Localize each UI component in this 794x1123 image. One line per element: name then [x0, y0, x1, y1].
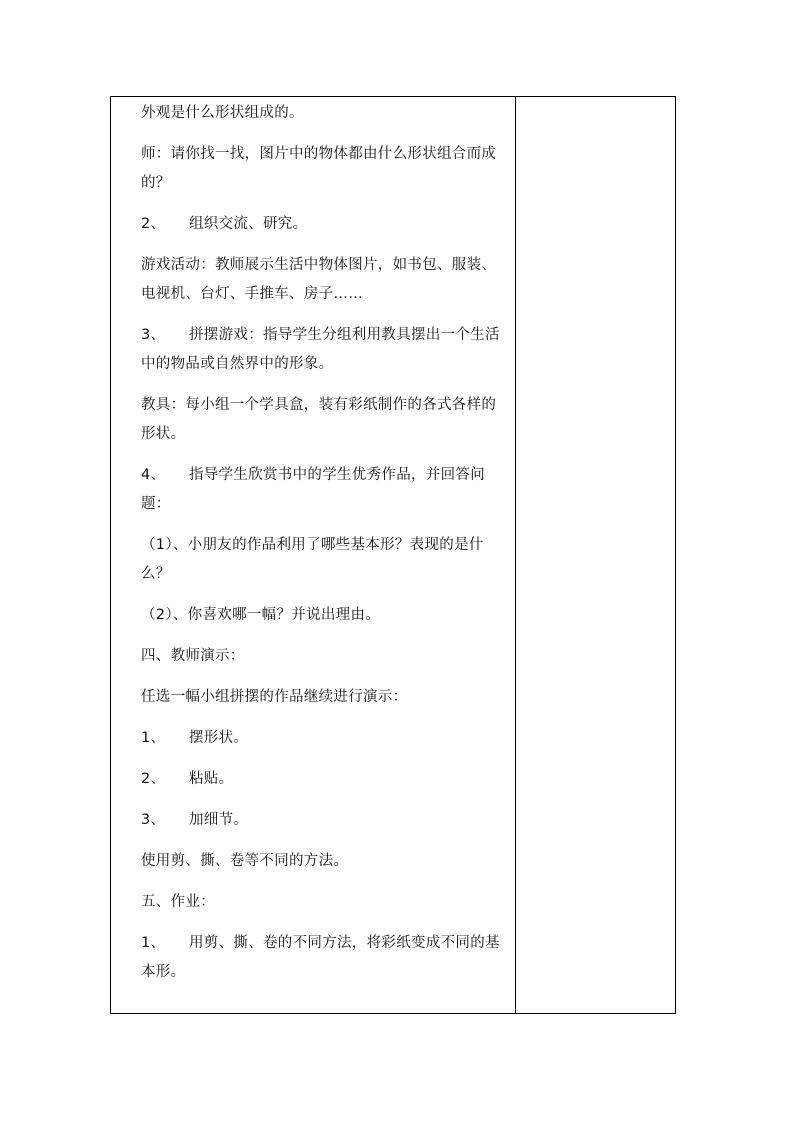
paragraph: （1）、小朋友的作品利用了哪些基本形？表现的是什么？	[141, 537, 484, 582]
lesson-table	[110, 96, 676, 1014]
lesson-content-cell	[141, 97, 509, 999]
numbered-paragraph	[141, 929, 509, 987]
section-heading: 四、教师演示：	[141, 648, 245, 664]
column-divider	[515, 97, 516, 1013]
item-number: 3、	[141, 327, 166, 343]
paragraph: 外观是什么形状组成的。	[141, 105, 304, 121]
paragraph: （2）、你喜欢哪一幅？并说出理由。	[141, 607, 381, 623]
item-text: 指导学生欣赏书中的学生优秀作品，并回答问题：	[141, 467, 485, 512]
item-number: 2、	[141, 216, 166, 232]
section-heading: 五、作业：	[141, 894, 215, 910]
item-text: 粘贴。	[189, 771, 234, 787]
item-number: 2、	[141, 771, 166, 787]
paragraph: 游戏活动：教师展示生活中物体图片，如书包、服装、电视机、台灯、手推车、房子……	[141, 257, 497, 302]
item-text: 用剪、撕、卷的不同方法，将彩纸变成不同的基本形。	[141, 935, 500, 980]
paragraph: 使用剪、撕、卷等不同的方法。	[141, 853, 349, 869]
item-number: 4、	[141, 467, 166, 483]
numbered-paragraph	[141, 765, 509, 794]
numbered-paragraph	[141, 724, 509, 753]
numbered-paragraph	[141, 321, 509, 379]
item-number: 1、	[141, 935, 166, 951]
numbered-paragraph	[141, 806, 509, 835]
paragraph: 教具：每小组一个学具盒，装有彩纸制作的各式各样的形状。	[141, 397, 497, 442]
paragraph: 师：请你找一找，图片中的物体都由什么形状组合而成的？	[141, 146, 497, 191]
item-number: 1、	[141, 730, 166, 746]
paragraph: 任选一幅小组拼摆的作品继续进行演示：	[141, 689, 408, 705]
item-number: 3、	[141, 812, 166, 828]
numbered-paragraph	[141, 210, 509, 239]
item-text: 拼摆游戏：指导学生分组利用教具摆出一个生活中的物品或自然界中的形象。	[141, 327, 500, 372]
numbered-paragraph	[141, 461, 509, 519]
item-text: 组织交流、研究。	[189, 216, 308, 232]
item-text: 加细节。	[189, 812, 249, 828]
item-text: 摆形状。	[189, 730, 249, 746]
